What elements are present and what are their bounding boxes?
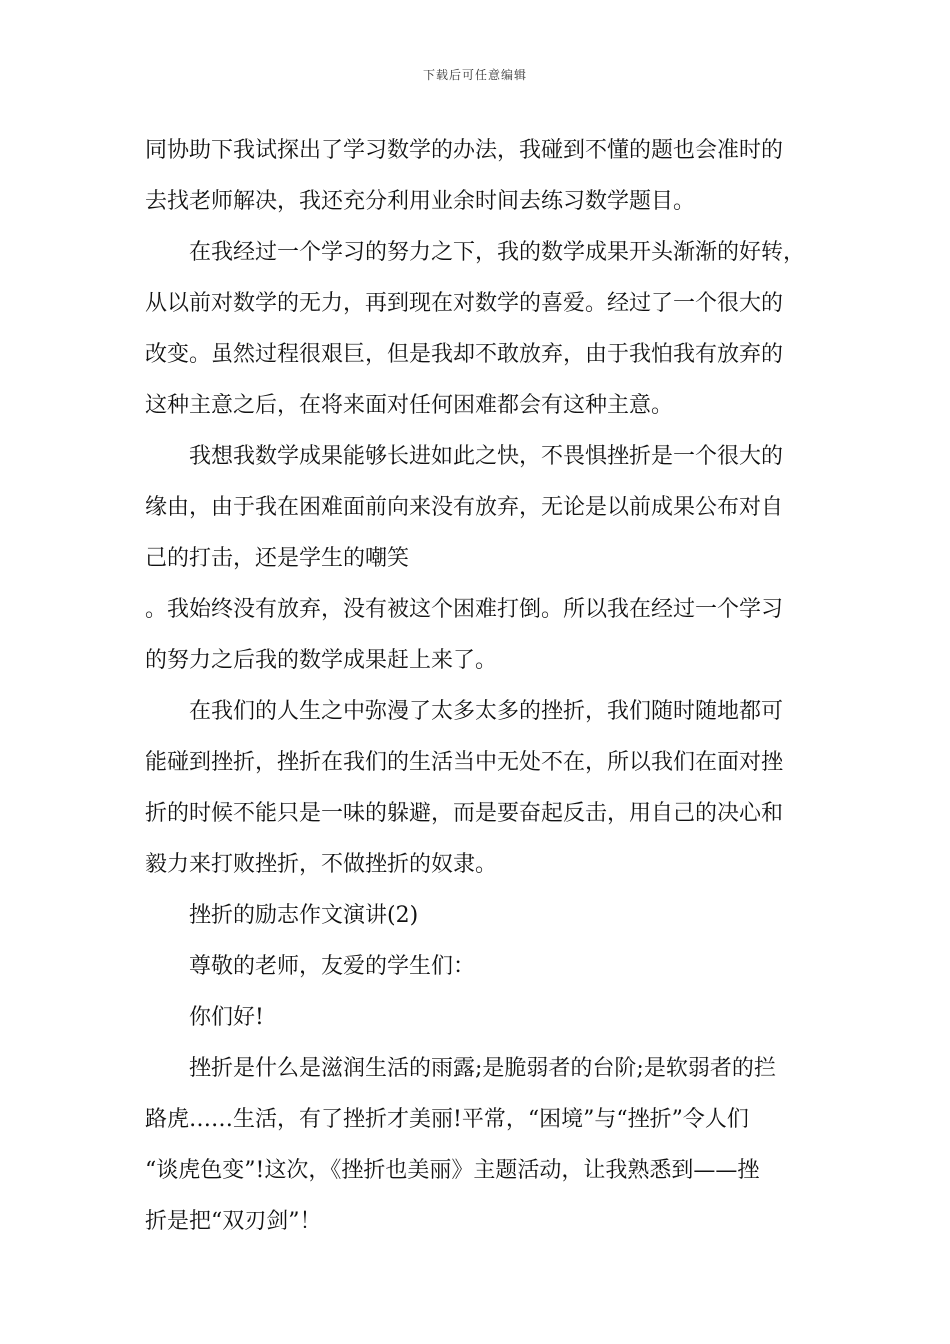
text-line: 这种主意之后，在将来面对任何困难都会有这种主意。 (145, 393, 674, 418)
text-line: 在我经过一个学习的努力之下，我的数学成果开头渐渐的好转， (189, 240, 806, 265)
text-line: 。我始终没有放弃，没有被这个困难打倒。所以我在经过一个学习 (145, 597, 784, 622)
text-line: 在我们的人生之中弥漫了太多太多的挫折，我们随时随地都可 (189, 699, 784, 724)
page-header-note: 下载后可任意编辑 (422, 68, 527, 82)
document-body (145, 125, 810, 1247)
text-line: 改变。虽然过程很艰巨，但是我却不敢放弃，由于我怕我有放弃的 (145, 342, 784, 367)
text-line: 同协助下我试探出了学习数学的办法，我碰到不懂的题也会准时的 (145, 138, 784, 163)
text-line: 挫折是什么是滋润生活的雨露;是脆弱者的台阶;是软弱者的拦 (189, 1056, 776, 1081)
text-line: 尊敬的老师，友爱的学生们： (189, 954, 476, 979)
text-line: 的努力之后我的数学成果赶上来了。 (145, 648, 498, 673)
text-line: 路虎……生活，有了挫折才美丽!平常，“困境”与“挫折”令人们 (145, 1107, 749, 1132)
text-line: 折是把“双刃剑”！ (145, 1209, 322, 1234)
text-line: “谈虎色变”!这次，《挫折也美丽》主题活动，让我熟悉到——挫 (145, 1158, 760, 1183)
text-line: 我想我数学成果能够长进如此之快，不畏惧挫折是一个很大的 (189, 444, 784, 469)
text-line: 缘由，由于我在困难面前向来没有放弃，无论是以前成果公布对自 (145, 495, 784, 520)
section-heading: 挫折的励志作文演讲(2) (189, 903, 419, 928)
text-line: 毅力来打败挫折，不做挫折的奴隶。 (145, 852, 498, 877)
text-line: 己的打击，还是学生的嘲笑 (145, 546, 410, 571)
text-line: 你们好! (189, 1005, 264, 1030)
text-line: 从以前对数学的无力，再到现在对数学的喜爱。经过了一个很大的 (145, 291, 784, 316)
text-line: 折的时候不能只是一味的躲避，而是要奋起反击，用自己的决心和 (145, 801, 784, 826)
text-line: 能碰到挫折，挫折在我们的生活当中无处不在，所以我们在面对挫 (145, 750, 784, 775)
text-line: 去找老师解决，我还充分利用业余时间去练习数学题目。 (145, 189, 696, 214)
